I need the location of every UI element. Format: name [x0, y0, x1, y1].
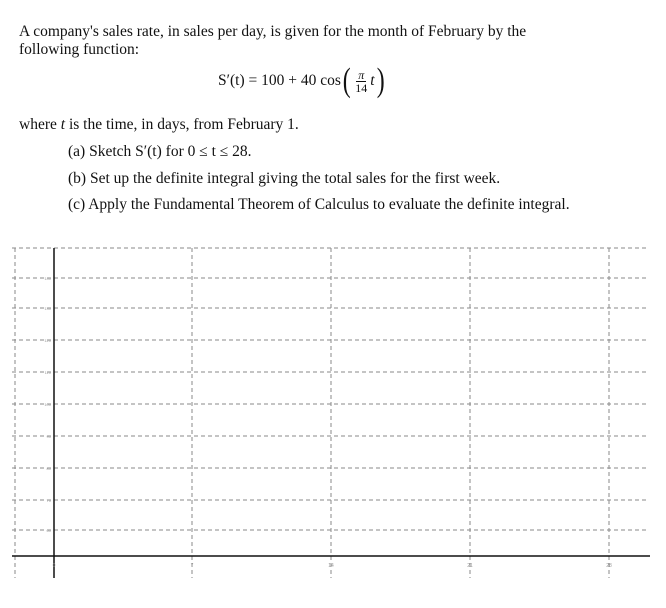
equation-lhs: S′(t) = 100 + 40 cos — [218, 72, 341, 89]
left-paren: ( — [342, 62, 351, 99]
x-tick-label: 28 — [606, 563, 612, 569]
x-tick-label: 0 — [52, 563, 56, 569]
intro-line-1: A company's sales rate, in sales per day, is given for the month of February by the — [19, 23, 527, 40]
x-tick-label: 14 — [328, 563, 334, 569]
y-tick-label: 60 — [46, 528, 51, 533]
where-variable: t — [60, 116, 66, 133]
right-paren: ) — [376, 62, 385, 99]
x-tick-label: 7 — [190, 563, 194, 569]
y-tick-label: 90 — [46, 434, 51, 439]
grid-lines — [12, 248, 648, 578]
y-tick-label: 120 — [44, 338, 51, 343]
part-a: (a) Sketch S′(t) for 0 ≤ t ≤ 28. — [68, 143, 252, 160]
x-tick-labels — [53, 563, 612, 569]
intro-line-2: following function: — [19, 41, 140, 58]
y-tick-labels — [44, 276, 51, 533]
y-tick-label: 130 — [44, 306, 51, 311]
fraction-numerator: π — [358, 67, 365, 82]
fraction-denominator: 14 — [355, 80, 368, 95]
y-tick-label: 100 — [44, 402, 51, 407]
y-tick-label: 80 — [46, 466, 51, 471]
part-c: (c) Apply the Fundamental Theorem of Calculus to evaluate the definite integral. — [68, 196, 570, 213]
y-tick-label: 110 — [44, 370, 51, 375]
y-tick-label: 70 — [46, 498, 51, 503]
equation-variable: t — [370, 72, 375, 89]
where-prefix: where — [19, 116, 61, 133]
part-b: (b) Set up the definite integral giving the total sales for the first week. — [68, 170, 501, 187]
where-suffix: is the time, in days, from February 1. — [65, 116, 299, 133]
y-tick-label: 140 — [44, 276, 51, 281]
x-tick-label: 21 — [467, 563, 473, 569]
